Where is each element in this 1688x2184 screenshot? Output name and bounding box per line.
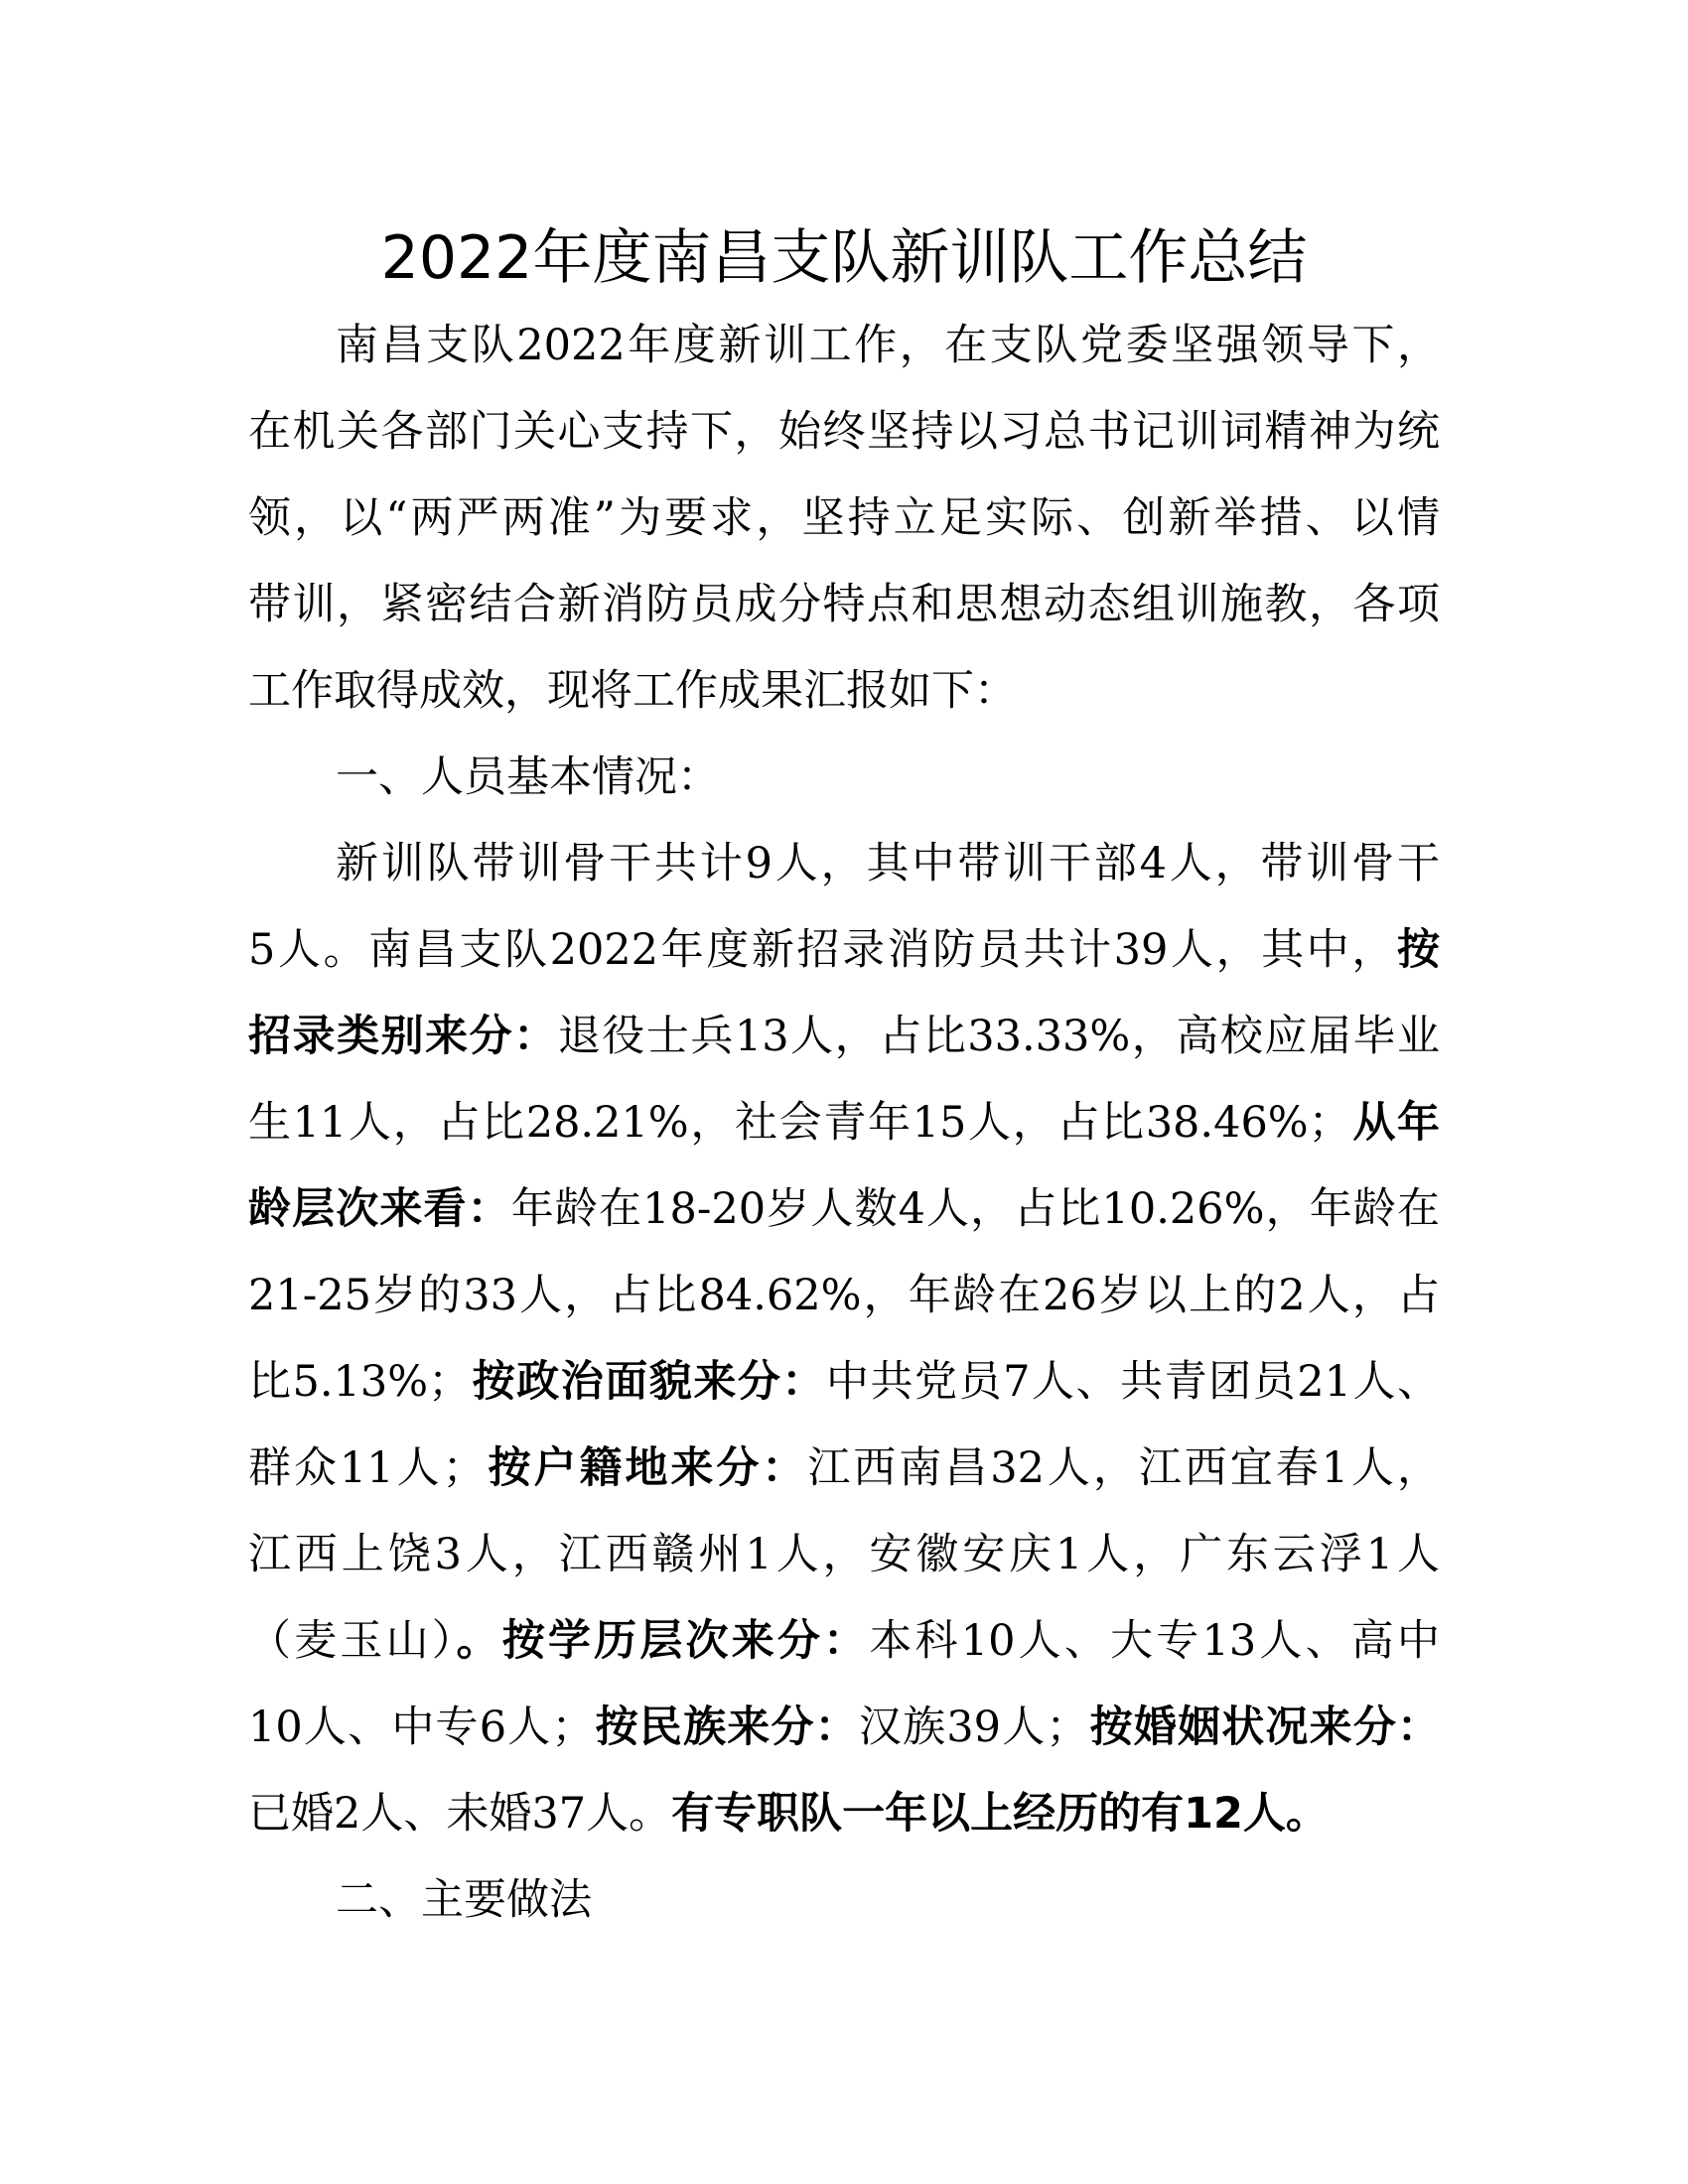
intro-line-1: 南昌支队2022年度新训工作，在支队党委坚强领导下， (336, 321, 1440, 370)
staff-line-7-text-b: 中共党员7人、共青团员21人、 (825, 1357, 1441, 1407)
staff-line-1: 新训队带训骨干共计9人，其中带训干部4人，带训骨干 (336, 839, 1440, 888)
intro-line-3: 领，以“两严两准”为要求，坚持立足实际、创新举措、以情 (248, 493, 1440, 543)
staff-line-5-text: 年龄在18-20岁人数4人，占比10.26%，年龄在 (510, 1184, 1441, 1234)
staff-line-10 (248, 1598, 1440, 1685)
staff-line-12 (248, 1771, 1440, 1857)
ethnicity-label: 按民族来分： (594, 1703, 859, 1752)
staff-line-6: 21-25岁的33人，占比84.62%，年龄在26岁以上的2人，占 (248, 1271, 1440, 1320)
staff-line-10-text-b: 本科10人、大专13人、高中 (869, 1616, 1441, 1666)
section-2-heading: 二、主要做法 (336, 1875, 592, 1925)
age-label-start: 从年 (1350, 1098, 1441, 1148)
age-label-end: 龄层次来看： (248, 1184, 511, 1234)
staff-line-8-text-b: 江西南昌32人，江西宜春1人， (807, 1443, 1441, 1493)
staff-line-5 (248, 1166, 1440, 1253)
staff-line-7-text-a: 比5.13%； (248, 1357, 472, 1407)
staff-line-11-text-b: 汉族39人； (858, 1703, 1089, 1752)
education-label: 。按学历层次来分： (456, 1616, 870, 1666)
staff-line-10-text-a: （麦玉山） (248, 1616, 457, 1666)
intro-line-4: 带训，紧密结合新消防员成分特点和思想动态组训施教，各项 (248, 580, 1440, 629)
section-1-heading: 一、人员基本情况： (336, 752, 720, 802)
marital-label: 按婚姻状况来分： (1088, 1703, 1441, 1752)
staff-line-3 (248, 994, 1440, 1080)
staff-line-8-text-a: 群众11人； (248, 1443, 486, 1493)
staff-line-9: 江西上饶3人，江西赣州1人，安徽安庆1人，广东云浮1人 (248, 1530, 1440, 1579)
staff-line-2-bold: 按 (1397, 925, 1440, 975)
staff-line-4-text: 生11人，占比28.21%，社会青年15人，占比38.46%； (248, 1098, 1351, 1148)
staff-line-11-text-a: 10人、中专6人； (248, 1703, 595, 1752)
staff-line-4 (248, 1080, 1440, 1166)
staff-line-2 (248, 907, 1440, 994)
household-label: 按户籍地来分： (485, 1443, 808, 1493)
recruit-category-label: 招录类别来分： (248, 1012, 558, 1061)
intro-line-2: 在机关各部门关心支持下，始终坚持以习总书记训词精神为统 (248, 407, 1440, 457)
staff-line-12-text: 已婚2人、未婚37人。 (248, 1789, 672, 1839)
staff-line-11 (248, 1685, 1440, 1771)
intro-line-5: 工作取得成效，现将工作成果汇报如下： (248, 666, 1017, 716)
staff-line-8 (248, 1426, 1440, 1512)
staff-line-2-text: 5人。南昌支队2022年度新招录消防员共计39人，其中， (248, 925, 1397, 975)
document-title: 2022年度南昌支队新训队工作总结 (380, 223, 1308, 293)
staff-line-7 (248, 1339, 1440, 1426)
political-label: 按政治面貌来分： (471, 1357, 826, 1407)
experience-summary: 有专职队一年以上经历的有12人。 (671, 1789, 1329, 1839)
document-body (248, 303, 1440, 1944)
staff-line-3-text: 退役士兵13人，占比33.33%，高校应届毕业 (557, 1012, 1440, 1061)
